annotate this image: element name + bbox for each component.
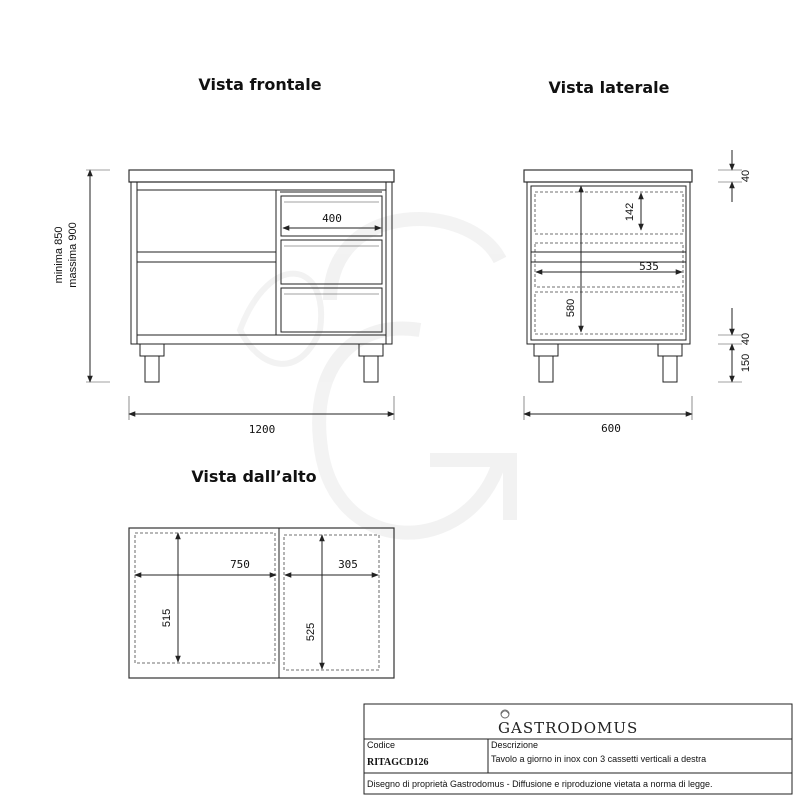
description-label: Descrizione — [491, 740, 539, 750]
dim-side-inner-depth: 535 — [639, 260, 659, 273]
front-table-top — [129, 170, 394, 182]
top-left-area — [135, 533, 275, 663]
top-view — [129, 528, 394, 678]
top-right-area — [284, 535, 379, 670]
top-outline — [129, 528, 394, 678]
dim-side-inner-height: 580 — [565, 298, 577, 318]
front-view-title: Vista frontale — [198, 75, 322, 94]
side-drawer-2 — [535, 243, 683, 287]
side-right-foot-top — [658, 344, 682, 356]
description-value: Tavolo a giorno in inox con 3 cassetti verticali a destra — [491, 754, 707, 764]
code-label: Codice — [367, 740, 396, 750]
side-drawer-3 — [535, 292, 683, 334]
front-left-post — [131, 182, 137, 344]
front-left-foot-top — [140, 344, 164, 356]
dim-top-left-width: 750 — [230, 558, 250, 571]
front-view — [53, 170, 394, 436]
code-value: RITAGCD126 — [367, 757, 429, 768]
side-right-foot — [663, 356, 677, 382]
brand-name: GASTRODOMUS — [498, 719, 639, 737]
dim-side-depth: 600 — [601, 422, 621, 435]
side-body — [527, 182, 690, 344]
brand-logo-icon — [501, 710, 509, 718]
side-left-foot-top — [534, 344, 558, 356]
front-right-foot — [364, 356, 378, 382]
top-view-title: Vista dall’alto — [191, 467, 317, 486]
dim-side-bottom: 40 — [740, 332, 752, 346]
front-right-post — [386, 182, 392, 344]
side-left-foot — [539, 356, 553, 382]
dim-height-min: minima 850 — [53, 226, 65, 284]
side-table-top — [524, 170, 692, 182]
dim-top-left-depth: 515 — [161, 608, 173, 628]
dim-foot-height: 150 — [740, 353, 752, 373]
side-view — [524, 150, 752, 435]
footer-note: Disegno di proprietà Gastrodomus - Diffusione e riproduzione vietata a norma di legge. — [367, 779, 713, 789]
side-view-title: Vista laterale — [548, 78, 670, 97]
title-block — [364, 704, 792, 794]
side-shelf — [531, 252, 686, 262]
dim-front-width: 1200 — [248, 423, 276, 436]
dim-top-right-width: 305 — [338, 558, 358, 571]
dim-top-thickness: 40 — [740, 169, 752, 183]
dim-top-right-depth: 525 — [305, 622, 317, 642]
side-drawer-1 — [535, 192, 683, 234]
dim-side-drawer-height: 142 — [624, 202, 636, 222]
dim-drawer-width: 400 — [322, 212, 342, 225]
front-shelf — [137, 252, 276, 262]
front-left-foot — [145, 356, 159, 382]
dim-height-max: massima 900 — [67, 222, 79, 288]
